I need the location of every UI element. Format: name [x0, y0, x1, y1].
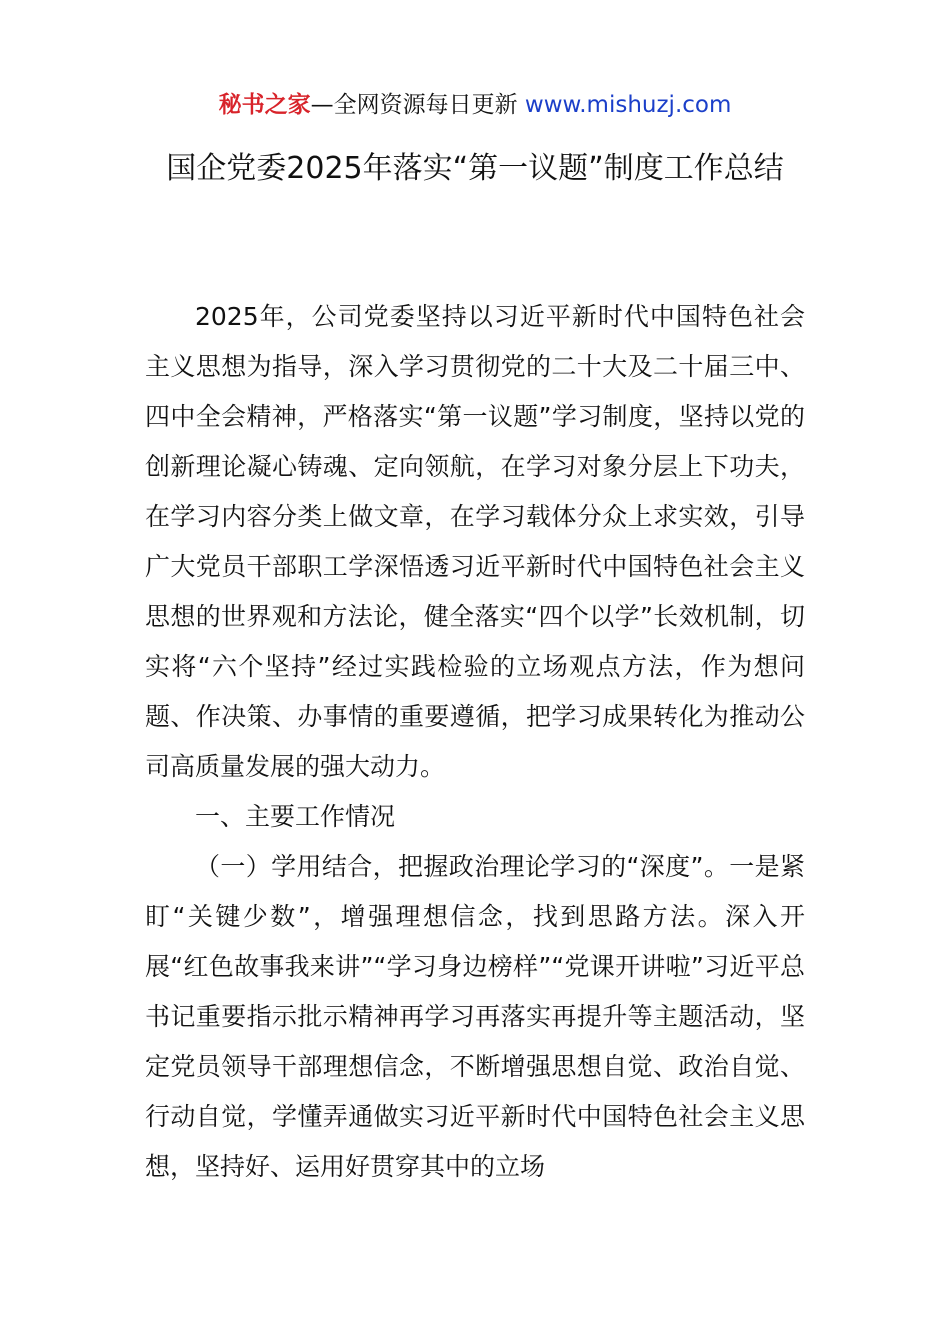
section-heading: 一、主要工作情况 — [195, 802, 396, 831]
site-url-link[interactable]: www.mishuzj.com — [524, 92, 732, 118]
intro-paragraph: 2025年，公司党委坚持以习近平新时代中国特色社会主义思想为指导，深入学习贯彻党的二十大及二十届三中、四中全会精神，严格落实“第一议题”学习制度，坚持以党的创新理论凝心铸魂、定向领航，在学习对象分层上下功夫，在学习内容分类上做文章，在学习载体分众上求实效，引导广大党员干部职工学深悟透习近平新时代中国特色社会主义思想的世界观和方法论，健全落实“四个以学”长效机制，切实将“六个坚持”经过实践检验的立场观点方法，作为想问题、作决策、办事情的重要遵循，把学习成果转化为推动公司高质量发展的强大动力。 — [145, 302, 805, 781]
document-title: 国企党委2025年落实“第一议题”制度工作总结 — [166, 151, 784, 186]
site-header — [0, 88, 950, 122]
subsection-paragraph: （一）学用结合，把握政治理论学习的“深度”。一是紧盯“关键少数”，增强理想信念，找到思路方法。深入开展“红色故事我来讲”“学习身边榜样”“党课开讲啦”习近平总书记重要指示批示精神再学习再落实再提升等主题活动，坚定党员领导干部理想信念，不断增强思想自觉、政治自觉、行动自觉，学懂弄通做实习近平新时代中国特色社会主义思想，坚持好、运用好贯穿其中的立场 — [145, 852, 805, 1181]
brand-name: 秘书之家 — [218, 92, 311, 118]
document-body — [145, 292, 805, 1192]
header-tagline: —全网资源每日更新 — [310, 92, 525, 118]
